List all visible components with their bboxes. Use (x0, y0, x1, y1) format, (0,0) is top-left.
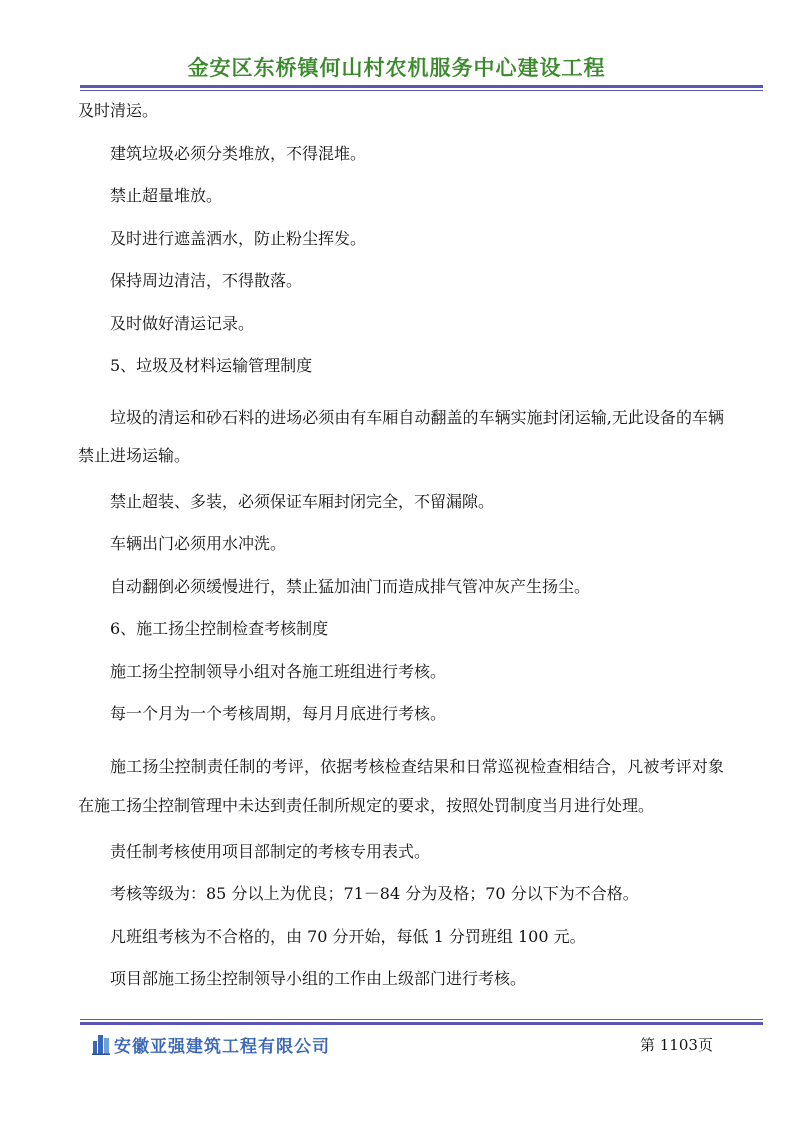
building-logo-icon (92, 1033, 110, 1055)
footer-company-name: 安徽亚强建筑工程有限公司 (114, 1037, 330, 1057)
paragraph: 车辆出门必须用水冲洗。 (110, 534, 287, 553)
paragraph: 及时清运。 (78, 101, 159, 120)
paragraph: 施工扬尘控制责任制的考评，依据考核检查结果和日常巡视检查相结合，凡被考评对象在施工扬尘控制管理中未达到责任制所规定的要求，按照处罚制度当月进行处理。 (78, 756, 724, 815)
document-body (78, 101, 724, 1012)
paragraph: 凡班组考核为不合格的，由 70 分开始，每低 1 分罚班组 100 元。 (110, 926, 586, 946)
paragraph: 施工扬尘控制领导小组对各施工班组进行考核。 (110, 661, 447, 681)
paragraph: 保持周边清洁，不得散落。 (110, 271, 303, 290)
paragraph: 禁止超量堆放。 (110, 186, 223, 205)
footer-rule-thin (80, 1019, 763, 1020)
paragraph: 考核等级为：85 分以上为优良；71－84 分为及格；70 分以下为不合格。 (110, 884, 639, 903)
section-heading: 5、垃圾及材料运输管理制度 (110, 356, 313, 375)
paragraph: 及时做好清运记录。 (110, 313, 255, 333)
paragraph: 及时进行遮盖洒水，防止粉尘挥发。 (110, 228, 367, 248)
paragraph: 责任制考核使用项目部制定的考核专用表式。 (110, 841, 431, 861)
section-heading: 6、施工扬尘控制检查考核制度 (110, 619, 329, 638)
paragraph: 垃圾的清运和砂石料的进场必须由有车厢自动翻盖的车辆实施封闭运输,无此设备的车辆禁止进场运输。 (78, 407, 724, 465)
paragraph: 自动翻倒必须缓慢进行，禁止猛加油门而造成排气管冲灰产生扬尘。 (110, 576, 591, 596)
paragraph: 每一个月为一个考核周期，每月月底进行考核。 (110, 704, 447, 723)
footer-rule (80, 1022, 763, 1025)
header-rule-thin (80, 90, 763, 91)
paragraph: 禁止超装、多装，必须保证车厢封闭完全，不留漏隙。 (110, 491, 495, 511)
header-rule (80, 85, 763, 88)
page-number: 第 1103页 (640, 1036, 713, 1054)
paragraph: 建筑垃圾必须分类堆放，不得混堆。 (110, 143, 367, 163)
paragraph: 项目部施工扬尘控制领导小组的工作由上级部门进行考核。 (110, 969, 527, 988)
document-header-title: 金安区东桥镇何山村农机服务中心建设工程 (187, 56, 606, 80)
